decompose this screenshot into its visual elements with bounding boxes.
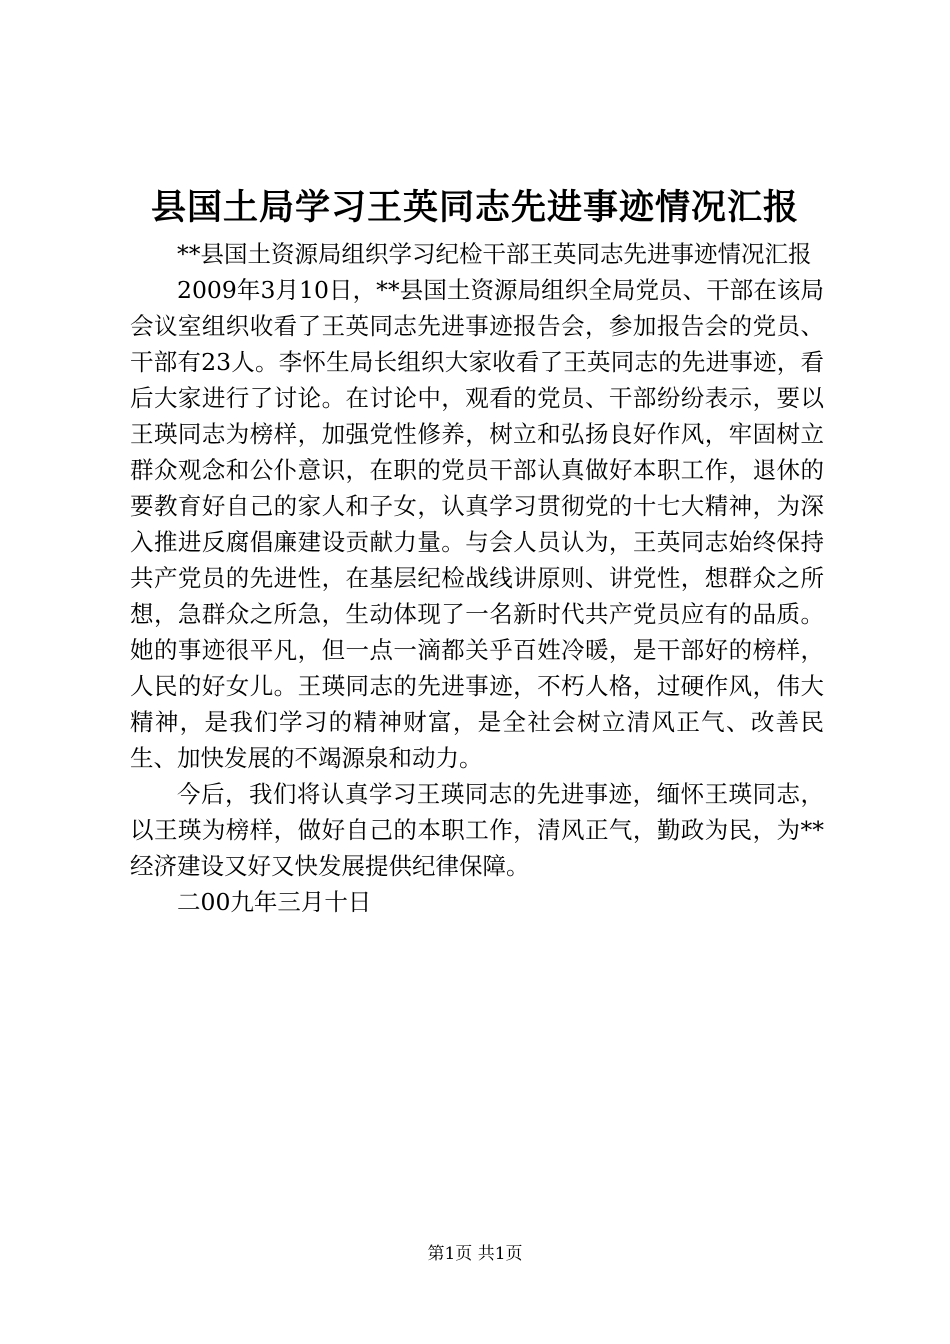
date-line: 二00九年三月十日: [177, 888, 372, 916]
document-title: 县国土局学习王英同志先进事迹情况汇报: [150, 187, 799, 228]
document-body: [130, 236, 824, 920]
closing-paragraph: 今后，我们将认真学习王瑛同志的先进事迹，缅怀王瑛同志，以王瑛为榜样，做好自己的本职工作，清风正气，勤政为民，为**经济建设又好又快发展提供纪律保障。: [130, 780, 824, 880]
main-paragraph: 2009年3月10日，**县国土资源局组织全局党员、干部在该局会议室组织收看了王英同志先进事迹报告会，参加报告会的党员、干部有23人。李怀生局长组织大家收看了王英同志的先进事迹，看后大家进行了讨论。在讨论中，观看的党员、干部纷纷表示，要以王瑛同志为榜样，加强党性修养，树立和弘扬良好作风，牢固树立群众观念和公仆意识，在职的党员干部认真做好本职工作，退休的要教育好自己的家人和子女，认真学习贯彻党的十七大精神，为深入推进反腐倡廉建设贡献力量。与会人员认为，王英同志始终保持共产党员的先进性，在基层纪检战线讲原则、讲党性，想群众之所想，急群众之所急，生动体现了一名新时代共产党员应有的品质。她的事迹很平凡，但一点一滴都关乎百姓冷暖，是干部好的榜样，人民的好女儿。王瑛同志的先进事迹，不朽人格，过硬作风，伟大精神，是我们学习的精神财富，是全社会树立清风正气、改善民生、加快发展的不竭源泉和动力。: [130, 276, 824, 772]
page-footer: 第1页 共1页: [427, 1244, 523, 1264]
subtitle-paragraph: **县国土资源局组织学习纪检干部王英同志先进事迹情况汇报: [177, 240, 812, 268]
